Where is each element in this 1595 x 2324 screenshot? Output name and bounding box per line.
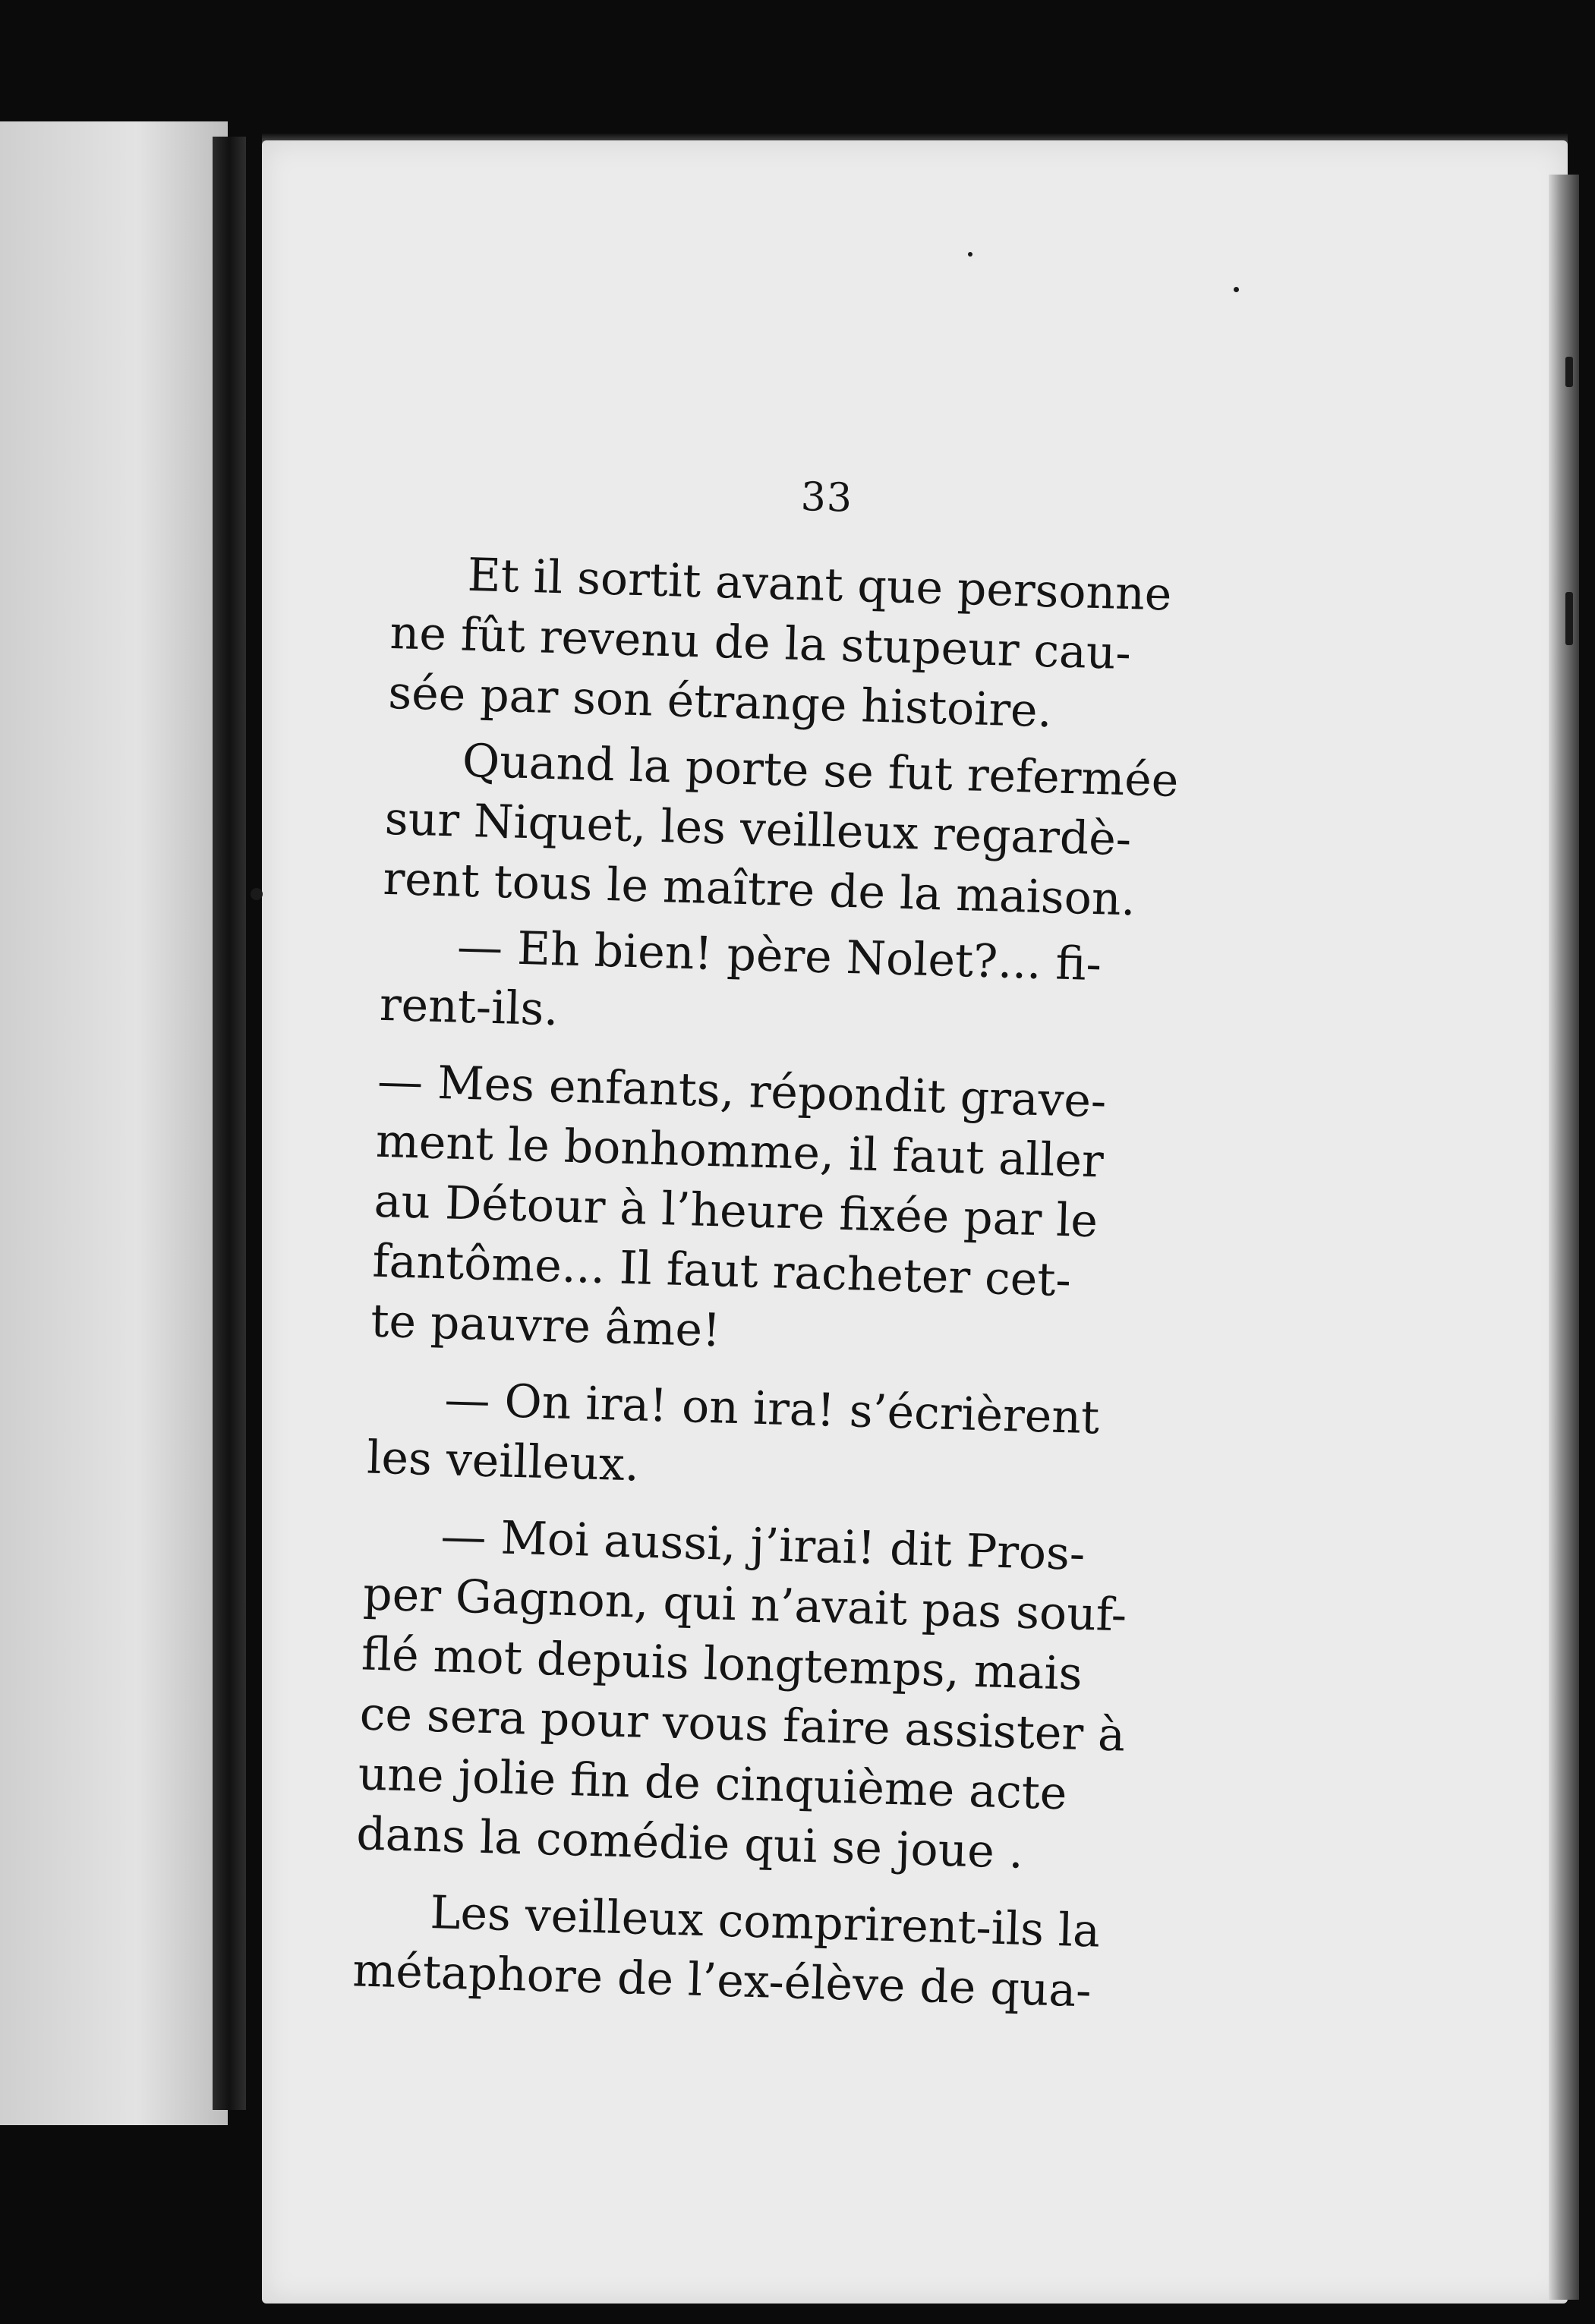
text-line: Quand la porte se fut refermée — [462, 734, 1180, 808]
text-line: les veilleux. — [366, 1431, 640, 1492]
text-line: te pauvre âme! — [370, 1294, 722, 1358]
text-line: rent-ils. — [379, 978, 560, 1037]
paragraph-3 — [379, 915, 1217, 1059]
page-right-edge — [1549, 175, 1579, 2300]
text-line: — On ira! on ira! s’écrièrent — [443, 1373, 1100, 1445]
page-number: 33 — [800, 474, 853, 521]
text-line: Les veilleux comprirent-ils la — [429, 1886, 1101, 1958]
text-line: sur Niquet, les veilleux regardè- — [383, 792, 1133, 867]
scan-speck — [251, 888, 263, 900]
text-line: dans la comédie qui se joue . — [355, 1807, 1024, 1879]
scan-speck — [1234, 287, 1239, 292]
paragraph-7 — [351, 1881, 1190, 2024]
text-line: — Mes enfants, répondit grave- — [377, 1054, 1108, 1129]
gutter-shadow — [213, 137, 246, 2110]
scan-speck — [968, 252, 972, 257]
text-line: au Détour à l’heure fixée par le — [373, 1174, 1099, 1249]
paragraph-5 — [366, 1368, 1204, 1512]
text-line: une jolie fin de cinquième acte — [357, 1747, 1068, 1821]
scan-speck — [1565, 357, 1573, 387]
text-line: sée par son étrange histoire. — [387, 666, 1053, 738]
paragraph-1 — [387, 543, 1227, 747]
text-line: flé mot depuis longtemps, mais — [361, 1627, 1083, 1701]
paragraph-6 — [355, 1504, 1200, 1888]
text-line: per Gagnon, qui n’avait pas souf- — [362, 1567, 1128, 1642]
previous-leaf-edge — [0, 121, 228, 2125]
text-line: rent tous le maître de la maison. — [382, 852, 1136, 927]
paragraph-4 — [370, 1052, 1213, 1375]
text-line: ment le bonhomme, il faut aller — [375, 1114, 1105, 1189]
text-line: métaphore de l’ex-élève de qua- — [351, 1944, 1092, 2018]
scan-speck — [1565, 592, 1573, 645]
text-line: — Eh bien! père Nolet?... fi- — [456, 920, 1102, 992]
text-line: ce sera pour vous faire assister à — [358, 1687, 1126, 1762]
text-line: Et il sortit avant que personne — [466, 548, 1173, 622]
text-line: ne fût revenu de la stupeur cau- — [389, 606, 1132, 681]
paragraph-2 — [383, 729, 1222, 933]
text-line: fantôme... Il faut racheter cet- — [371, 1234, 1072, 1308]
text-line: — Moi aussi, j’irai! dit Pros- — [440, 1510, 1086, 1581]
page-text — [351, 463, 1229, 2030]
